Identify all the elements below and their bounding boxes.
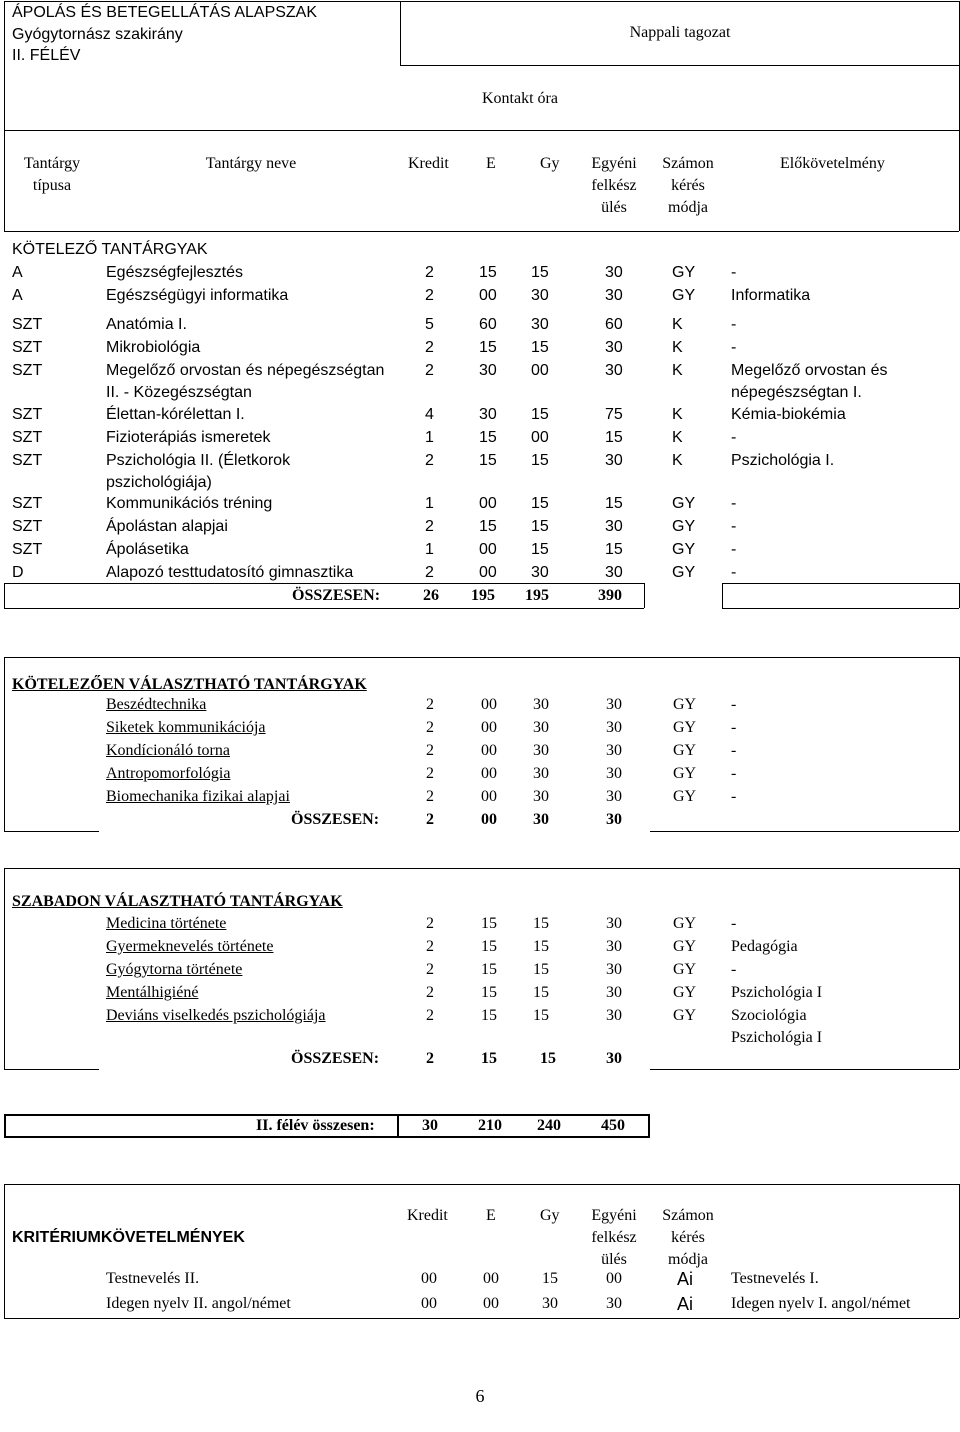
egyeni-value: 30 — [605, 518, 623, 535]
assessment-type: GY — [672, 518, 696, 535]
subject-name: Anatómia I. — [106, 316, 187, 333]
subject-type: SZT — [12, 495, 43, 512]
gy-value: 30 — [531, 287, 549, 304]
section-title-criteria: KRITÉRIUMKÖVETELMÉNYEK — [12, 1229, 245, 1246]
prerequisite: - — [731, 495, 737, 512]
credit-value: 2 — [426, 765, 434, 782]
subject-name: Idegen nyelv II. angol/német — [106, 1295, 291, 1312]
e-value: 15 — [479, 264, 497, 281]
mandatory-row — [0, 516, 960, 538]
col-prereq-header: Előkövetelmény — [780, 155, 885, 172]
egyeni-value: 30 — [606, 915, 622, 932]
assessment-type: GY — [672, 541, 696, 558]
egyeni-value: 15 — [605, 429, 623, 446]
egyeni-value: 30 — [606, 696, 622, 713]
egyeni-value: 75 — [605, 406, 623, 423]
assessment-type: Ai — [677, 1294, 694, 1314]
e-value: 30 — [479, 362, 497, 379]
e-value: 15 — [481, 938, 497, 955]
credit-value: 1 — [425, 429, 434, 446]
gy-value: 15 — [533, 984, 549, 1001]
total-credit: 2 — [426, 811, 434, 828]
subject-name: Alapozó testtudatosító gimnasztika — [106, 564, 354, 581]
total-egyeni: 30 — [606, 811, 622, 828]
col-type-header: Tantárgy típusa — [23, 155, 81, 194]
total-egyeni: 390 — [598, 587, 622, 604]
e-value: 00 — [483, 1295, 499, 1312]
assessment-type: GY — [673, 915, 697, 932]
gy-value: 15 — [531, 264, 549, 281]
credit-value: 2 — [426, 961, 434, 978]
mandatory-row — [0, 337, 960, 359]
crit-col-credit-header: Kredit — [407, 1207, 448, 1224]
assessment-type: GY — [673, 765, 697, 782]
total-gy: 15 — [540, 1050, 556, 1067]
study-mode: Nappali tagozat — [629, 24, 731, 41]
egyeni-value: 30 — [605, 362, 623, 379]
egyeni-value: 30 — [606, 765, 622, 782]
subject-type: SZT — [12, 339, 43, 356]
assessment-type: GY — [673, 938, 697, 955]
subject-name: Fizioterápiás ismeretek — [106, 429, 271, 446]
gy-value: 15 — [533, 1007, 549, 1024]
total-e: 15 — [481, 1050, 497, 1067]
subject-name: Kommunikációs tréning — [106, 495, 273, 512]
credit-value: 00 — [421, 1270, 437, 1287]
e-value: 15 — [481, 1007, 497, 1024]
total-gy: 195 — [525, 587, 549, 604]
egyeni-value: 30 — [605, 564, 623, 581]
credit-value: 5 — [425, 316, 434, 333]
egyeni-value: 30 — [606, 938, 622, 955]
mandatory-row — [0, 262, 960, 284]
prerequisite: - — [731, 518, 737, 535]
subject-name: Egészségfejlesztés — [106, 264, 243, 281]
e-value: 00 — [481, 788, 497, 805]
prerequisite: - — [731, 961, 737, 978]
assessment-type: GY — [673, 984, 697, 1001]
free-row — [0, 959, 960, 981]
elective-row — [0, 763, 960, 785]
col-e-header: E — [486, 155, 496, 172]
prerequisite: Szociológia — [731, 1007, 807, 1024]
e-value: 00 — [481, 696, 497, 713]
prerequisite: - — [731, 788, 737, 805]
prerequisite: - — [731, 742, 737, 759]
semester-label: II. FÉLÉV — [12, 47, 81, 64]
prerequisite: Informatika — [731, 287, 811, 304]
col-szamonkeres-header: Számon kérés módja — [662, 155, 714, 216]
mandatory-row — [0, 427, 960, 449]
subject-name: Mikrobiológia — [106, 339, 201, 356]
section-title-elective: KÖTELEZŐEN VÁLASZTHATÓ TANTÁRGYAK — [12, 676, 367, 693]
credit-value: 4 — [425, 406, 434, 423]
mandatory-row — [0, 539, 960, 561]
egyeni-value: 30 — [606, 742, 622, 759]
gy-value: 15 — [531, 518, 549, 535]
subject-name: Deviáns viselkedés pszichológiája — [106, 1007, 326, 1024]
total-credit: 2 — [426, 1050, 434, 1067]
assessment-type: GY — [672, 564, 696, 581]
subject-name-cont: II. - Közegészségtan — [106, 384, 252, 401]
elective-row — [0, 717, 960, 739]
credit-value: 2 — [425, 452, 434, 469]
egyeni-value: 30 — [606, 1295, 622, 1312]
credit-value: 2 — [425, 362, 434, 379]
crit-col-gy-header: Gy — [540, 1207, 560, 1224]
total-credit: 26 — [423, 587, 439, 604]
egyeni-value: 30 — [606, 961, 622, 978]
gy-value: 15 — [531, 339, 549, 356]
semester-total-credit: 30 — [422, 1117, 438, 1134]
e-value: 60 — [479, 316, 497, 333]
subject-name: Ápolásetika — [106, 541, 189, 558]
elective-row — [0, 694, 960, 716]
free-total-row — [0, 1048, 960, 1070]
gy-value: 30 — [542, 1295, 558, 1312]
col-egyeni-header: Egyéni felkész ülés — [591, 155, 637, 216]
prerequisite: - — [731, 719, 737, 736]
gy-value: 00 — [531, 429, 549, 446]
mandatory-row — [0, 450, 960, 491]
assessment-type: K — [672, 316, 683, 333]
e-value: 00 — [481, 742, 497, 759]
prerequisite: Kémia-biokémia — [731, 406, 846, 423]
e-value: 15 — [479, 429, 497, 446]
elective-row — [0, 786, 960, 808]
gy-value: 15 — [542, 1270, 558, 1287]
egyeni-value: 00 — [606, 1270, 622, 1287]
credit-value: 2 — [426, 915, 434, 932]
prerequisite: - — [731, 429, 737, 446]
gy-value: 15 — [531, 541, 549, 558]
col-credit-header: Kredit — [408, 155, 449, 172]
criteria-row — [0, 1268, 960, 1290]
gy-value: 30 — [533, 788, 549, 805]
semester-total-e: 210 — [478, 1117, 502, 1134]
egyeni-value: 15 — [605, 541, 623, 558]
subject-name: Beszédtechnika — [106, 696, 207, 713]
gy-value: 15 — [531, 452, 549, 469]
mandatory-row — [0, 493, 960, 515]
subject-type: SZT — [12, 429, 43, 446]
subject-type: D — [12, 564, 24, 581]
assessment-type: GY — [673, 961, 697, 978]
prerequisite: - — [731, 339, 737, 356]
assessment-type: K — [672, 406, 683, 423]
total-e: 00 — [481, 811, 497, 828]
prerequisite: Pedagógia — [731, 938, 798, 955]
page-number: 6 — [475, 1386, 485, 1406]
gy-value: 15 — [533, 961, 549, 978]
credit-value: 2 — [425, 287, 434, 304]
subject-type: SZT — [12, 362, 43, 379]
credit-value: 1 — [425, 495, 434, 512]
credit-value: 2 — [426, 1007, 434, 1024]
assessment-type: K — [672, 452, 683, 469]
assessment-type: K — [672, 362, 683, 379]
prerequisite: Pszichológia I. — [731, 452, 835, 469]
mandatory-row — [0, 314, 960, 336]
subject-name: Megelőző orvostan és népegészségtan — [106, 362, 385, 379]
e-value: 15 — [481, 984, 497, 1001]
credit-value: 2 — [425, 339, 434, 356]
egyeni-value: 30 — [605, 264, 623, 281]
prerequisite: Testnevelés I. — [731, 1270, 819, 1287]
e-value: 00 — [479, 495, 497, 512]
prerequisite: - — [731, 564, 737, 581]
subject-name: Egészségügyi informatika — [106, 287, 289, 304]
elective-row — [0, 740, 960, 762]
assessment-type: GY — [673, 719, 697, 736]
egyeni-value: 30 — [606, 788, 622, 805]
e-value: 00 — [483, 1270, 499, 1287]
subject-name-cont: pszichológiája) — [106, 474, 212, 491]
egyeni-value: 30 — [605, 287, 623, 304]
elective-total-row — [0, 809, 960, 831]
e-value: 15 — [481, 915, 497, 932]
gy-value: 00 — [531, 362, 549, 379]
subject-name: Kondícionáló torna — [106, 742, 230, 759]
subject-name: Siketek kommunikációja — [106, 719, 266, 736]
assessment-type: GY — [672, 495, 696, 512]
free-row — [0, 1005, 960, 1046]
assessment-type: GY — [673, 696, 697, 713]
prerequisite: Pszichológia I — [731, 984, 823, 1001]
e-value: 00 — [481, 765, 497, 782]
credit-value: 2 — [426, 696, 434, 713]
subject-type: SZT — [12, 541, 43, 558]
prerequisite: - — [731, 915, 737, 932]
mandatory-row — [0, 360, 960, 401]
e-value: 00 — [479, 287, 497, 304]
assessment-type: K — [672, 339, 683, 356]
subject-type: SZT — [12, 518, 43, 535]
prerequisite: - — [731, 264, 737, 281]
gy-value: 15 — [531, 495, 549, 512]
assessment-type: K — [672, 429, 683, 446]
credit-value: 2 — [426, 984, 434, 1001]
e-value: 00 — [479, 564, 497, 581]
egyeni-value: 15 — [605, 495, 623, 512]
crit-col-e-header: E — [486, 1207, 496, 1224]
gy-value: 30 — [533, 719, 549, 736]
prerequisite: Megelőző orvostan és — [731, 362, 888, 379]
total-label: ÖSSZESEN: — [291, 1050, 380, 1067]
subject-type: A — [12, 264, 23, 281]
subject-name: Ápolástan alapjai — [106, 518, 228, 535]
crit-col-szamonkeres-header: Számon kérés módja — [662, 1207, 714, 1268]
subject-name: Gyermeknevelés története — [106, 938, 274, 955]
gy-value: 15 — [533, 938, 549, 955]
mandatory-row — [0, 562, 960, 584]
prerequisite-cont: népegészségtan I. — [731, 384, 862, 401]
col-name-header: Tantárgy neve — [205, 155, 297, 172]
gy-value: 30 — [533, 742, 549, 759]
egyeni-value: 30 — [605, 452, 623, 469]
egyeni-value: 30 — [606, 719, 622, 736]
credit-value: 2 — [426, 938, 434, 955]
e-value: 15 — [479, 518, 497, 535]
prerequisite: - — [731, 765, 737, 782]
section-title-free: SZABADON VÁLASZTHATÓ TANTÁRGYAK — [12, 893, 343, 910]
e-value: 15 — [479, 339, 497, 356]
subject-type: SZT — [12, 406, 43, 423]
subject-name: Élettan-kórélettan I. — [106, 406, 245, 423]
prerequisite: - — [731, 696, 737, 713]
assessment-type: GY — [673, 1007, 697, 1024]
e-value: 00 — [481, 719, 497, 736]
e-value: 00 — [479, 541, 497, 558]
total-label: ÖSSZESEN: — [292, 587, 381, 604]
total-egyeni: 30 — [606, 1050, 622, 1067]
mandatory-row — [0, 285, 960, 307]
subject-name: Testnevelés II. — [106, 1270, 200, 1287]
total-gy: 30 — [533, 811, 549, 828]
col-gy-header: Gy — [540, 155, 560, 172]
free-row — [0, 982, 960, 1004]
assessment-type: GY — [672, 287, 696, 304]
subject-name: Biomechanika fizikai alapjai — [106, 788, 290, 805]
credit-value: 2 — [426, 742, 434, 759]
program-title: ÁPOLÁS ÉS BETEGELLÁTÁS ALAPSZAK — [12, 4, 318, 21]
contact-hours-label: Kontakt óra — [482, 90, 558, 107]
credit-value: 2 — [425, 564, 434, 581]
subject-type: SZT — [12, 452, 43, 469]
gy-value: 30 — [531, 316, 549, 333]
gy-value: 15 — [533, 915, 549, 932]
subject-type: A — [12, 287, 23, 304]
gy-value: 30 — [533, 696, 549, 713]
assessment-type: GY — [673, 788, 697, 805]
subject-name: Pszichológia II. (Életkorok — [106, 452, 291, 469]
semester-total-label: II. félév összesen: — [256, 1117, 375, 1134]
egyeni-value: 60 — [605, 316, 623, 333]
prerequisite-cont: Pszichológia I — [731, 1029, 823, 1046]
e-value: 15 — [479, 452, 497, 469]
total-e: 195 — [471, 587, 495, 604]
gy-value: 30 — [533, 765, 549, 782]
specialization: Gyógytornász szakirány — [12, 26, 183, 43]
mandatory-row — [0, 404, 960, 426]
criteria-row — [0, 1293, 960, 1315]
prerequisite: - — [731, 541, 737, 558]
gy-value: 15 — [531, 406, 549, 423]
subject-name: Antropomorfológia — [106, 765, 231, 782]
crit-col-egyeni-header: Egyéni felkész ülés — [591, 1207, 637, 1268]
e-value: 30 — [479, 406, 497, 423]
free-row — [0, 913, 960, 935]
semester-total-gy: 240 — [537, 1117, 561, 1134]
section-title-mandatory: KÖTELEZŐ TANTÁRGYAK — [12, 241, 208, 258]
subject-type: SZT — [12, 316, 43, 333]
prerequisite: - — [731, 316, 737, 333]
assessment-type: GY — [673, 742, 697, 759]
assessment-type: GY — [672, 264, 696, 281]
subject-name: Gyógytorna története — [106, 961, 243, 978]
credit-value: 2 — [425, 264, 434, 281]
credit-value: 00 — [421, 1295, 437, 1312]
credit-value: 2 — [425, 518, 434, 535]
e-value: 15 — [481, 961, 497, 978]
credit-value: 2 — [426, 719, 434, 736]
credit-value: 1 — [425, 541, 434, 558]
assessment-type: Ai — [677, 1269, 694, 1289]
total-label: ÖSSZESEN: — [291, 811, 380, 828]
egyeni-value: 30 — [606, 1007, 622, 1024]
credit-value: 2 — [426, 788, 434, 805]
prerequisite: Idegen nyelv I. angol/német — [731, 1295, 911, 1312]
gy-value: 30 — [531, 564, 549, 581]
subject-name: Mentálhigiéné — [106, 984, 199, 1001]
subject-name: Medicina története — [106, 915, 227, 932]
egyeni-value: 30 — [606, 984, 622, 1001]
egyeni-value: 30 — [605, 339, 623, 356]
free-row — [0, 936, 960, 958]
semester-total-egyeni: 450 — [601, 1117, 625, 1134]
